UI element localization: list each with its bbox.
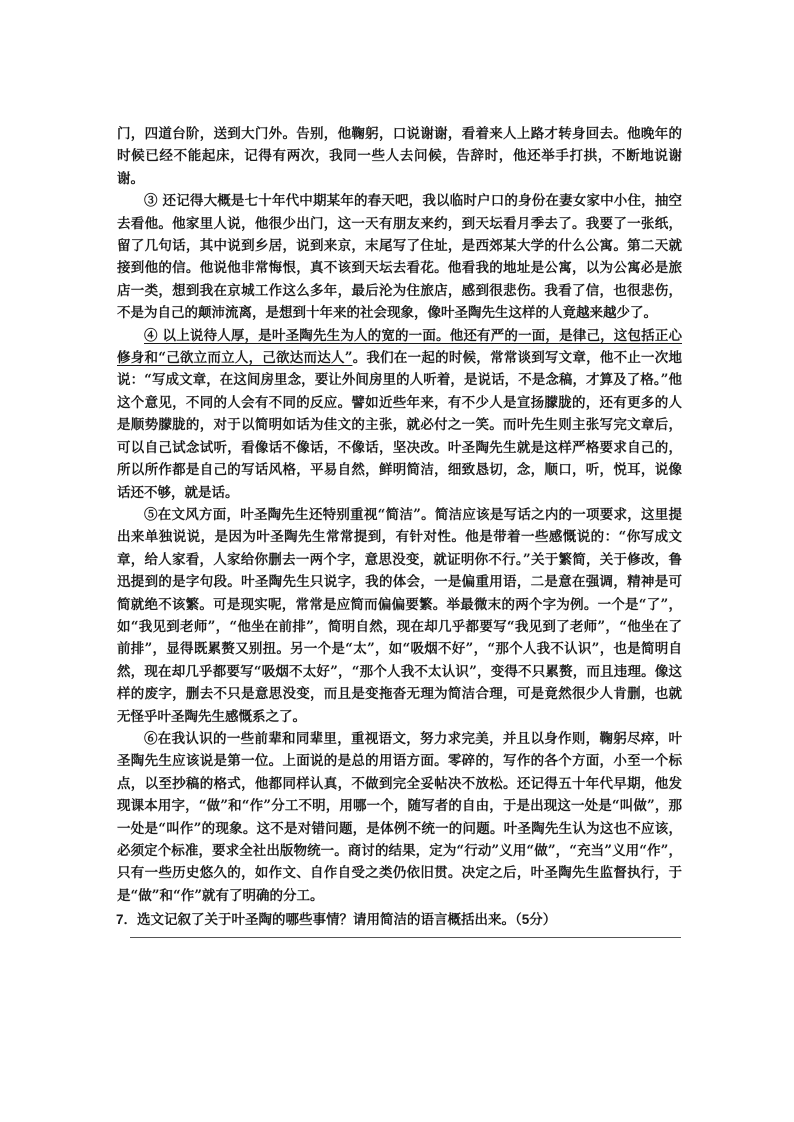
- paragraph-5: ⑤在文风方面，叶圣陶先生还特别重视“简洁”。简洁应该是写话之内的一项要求，这里提出来单独说说，是因为叶圣陶先生常常提到，有针对性。他是带着一些感慨说的：“你写成文章，给人家看，人家给你删去一两个字，意思没变，就证明你不行。”关于繁简，关于修改，鲁迅提到的是字句段。叶圣陶先生只说字，我的体会，一是偏重用语，二是意在强调，精神是可简就绝不该繁。可是现实呢，常常是应简而偏偏要繁。举最微末的两个字为例。一个是“了”，如“我见到老师”，“他坐在前排”，简明自然，现在却几乎都要写“我见到了老师”，“他坐在了前排”，显得既累赘又别扭。另一个是“太”，如“吸烟不好”，“那个人我不认识”，也是简明自然，现在却几乎都要写“吸烟不太好”，“那个人我不太认识”，变得不只累赘，而且违理。像这样的废字，删去不只是意思没变，而且是变拖沓无理为简洁合理，可是竟然很少人肯删，也就无怪乎叶圣陶先生感慨系之了。: [117, 506, 682, 725]
- question-7: 7．选文记叙了关于叶圣陶的哪些事情？请用简洁的语言概括出来。（5分）: [116, 912, 557, 928]
- paragraph-4-underlined: ④ 以上说待人厚，是叶圣陶先生为人的宽的一面。他还有严的一面，是律己，这包括正心修身和“己欲立而立人，己欲达而达人”: [117, 327, 682, 367]
- answer-line[interactable]: [130, 937, 681, 938]
- paragraph-3: ③ 还记得大概是七十年代中期某年的春天吧，我以临时户口的身份在妻女家中小住，抽空去看他。他家里人说，他很少出门，这一天有朋友来约，到天坛看月季去了。我要了一张纸，留了几句话，其中说到乡居，说到来京，末尾写了住址，是西郊某大学的什么公寓。第二天就接到他的信。他说他非常悔恨，真不该到天坛去看花。他看我的地址是公寓，以为公寓必是旅店一类，想到我在京城工作这么多年，最后沦为住旅店，感到很悲伤。我看了信，也很悲伤，不是为自己的颠沛流离，是想到十年来的社会现象，像叶圣陶先生这样的人竟越来越少了。: [117, 193, 682, 322]
- paragraph-6: ⑥在我认识的一些前辈和同辈里，重视语文，努力求完美，并且以身作则，鞠躬尽瘁，叶圣陶先生应该说是第一位。上面说的是总的用语方面。零碎的，写作的各个方面，小至一个标点，以至抄稿的格式，他都同样认真，不做到完全妥帖决不放松。还记得五十年代早期，他发现课本用字，“做”和“作”分工不明，用哪一个，随写者的自由，于是出现这一处是“叫做”，那一处是“叫作”的现象。这不是对错问题，是体例不统一的问题。叶圣陶先生认为这也不应该，必须定个标准，要求全社出版物统一。商讨的结果，定为“行动”义用“做”，“充当”义用“作”，只有一些历史悠久的，如作文、自作自受之类仍依旧贯。决定之后，叶圣陶先生监督执行，于是“做”和“作”就有了明确的分工。: [117, 730, 682, 904]
- paragraph-continued: 门，四道台阶，送到大门外。告别，他鞠躬，口说谢谢，看着来人上路才转身回去。他晚年的时候已经不能起床，记得有两次，我同一些人去问候，告辞时，他还举手打拱，不断地说谢谢。: [117, 126, 682, 187]
- paragraph-4-rest: 。我们在一起的时候，常常谈到写文章，他不止一次地说：“写成文章，在这间房里念，要让外间房里的人听着，是说话，不是念稿，才算及了格。”他这个意见，不同的人会有不同的反应。譬如近些年来，有不少人是宣扬朦胧的，还有更多的人是顺势朦胧的，对于以简明如话为佳文的主张，就必付之一笑。而叶先生则主张写完文章后，可以自己试念试听，看像话不像话，不像话，坚决改。叶圣陶先生就是这样严格要求自己的，所以所作都是自己的写话风格，平易自然，鲜明简洁，细致恳切，念，顺口，听，悦耳，说像话还不够，就是话。: [117, 350, 683, 501]
- paragraph-4: [117, 325, 682, 504]
- article-body: [117, 123, 682, 931]
